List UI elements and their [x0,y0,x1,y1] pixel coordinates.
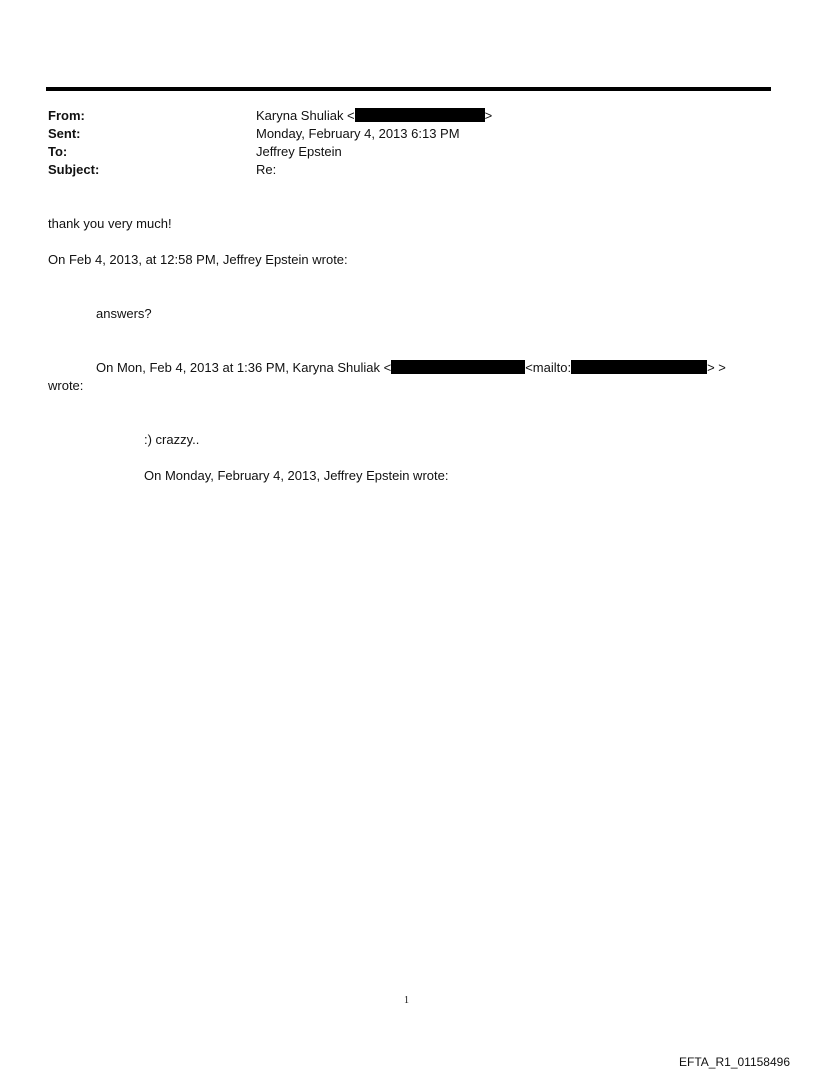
to-label: To: [48,144,68,159]
from-name: Karyna Shuliak < [256,108,355,123]
redaction-box [391,360,525,374]
body-line-nested-header [96,359,726,377]
body-line-answers: answers? [96,306,152,321]
from-label: From: [48,108,85,123]
from-value [256,107,492,125]
sent-label: Sent: [48,126,81,141]
header-rule [46,87,771,91]
nested-header-end: > > [707,360,726,375]
bates-number: EFTA_R1_01158496 [679,1055,790,1069]
nested-header-start: On Mon, Feb 4, 2013 at 1:36 PM, Karyna Shuliak < [96,360,392,375]
redaction-box [571,360,707,374]
body-line-wrote: wrote: [48,378,84,393]
body-line-quote-header: On Feb 4, 2013, at 12:58 PM, Jeffrey Epstein wrote: [48,252,348,267]
redaction-box [355,108,485,122]
to-value: Jeffrey Epstein [256,144,342,159]
body-line-nested-quote-header: On Monday, February 4, 2013, Jeffrey Epstein wrote: [144,468,449,483]
nested-header-mailto: <mailto: [525,360,572,375]
body-line-thanks: thank you very much! [48,216,172,231]
body-line-crazzy: :) crazzy.. [144,432,200,447]
subject-label: Subject: [48,162,100,177]
subject-value: Re: [256,162,277,177]
sent-value: Monday, February 4, 2013 6:13 PM [256,126,460,141]
from-close: > [484,108,493,123]
page-number: 1 [404,995,409,1006]
